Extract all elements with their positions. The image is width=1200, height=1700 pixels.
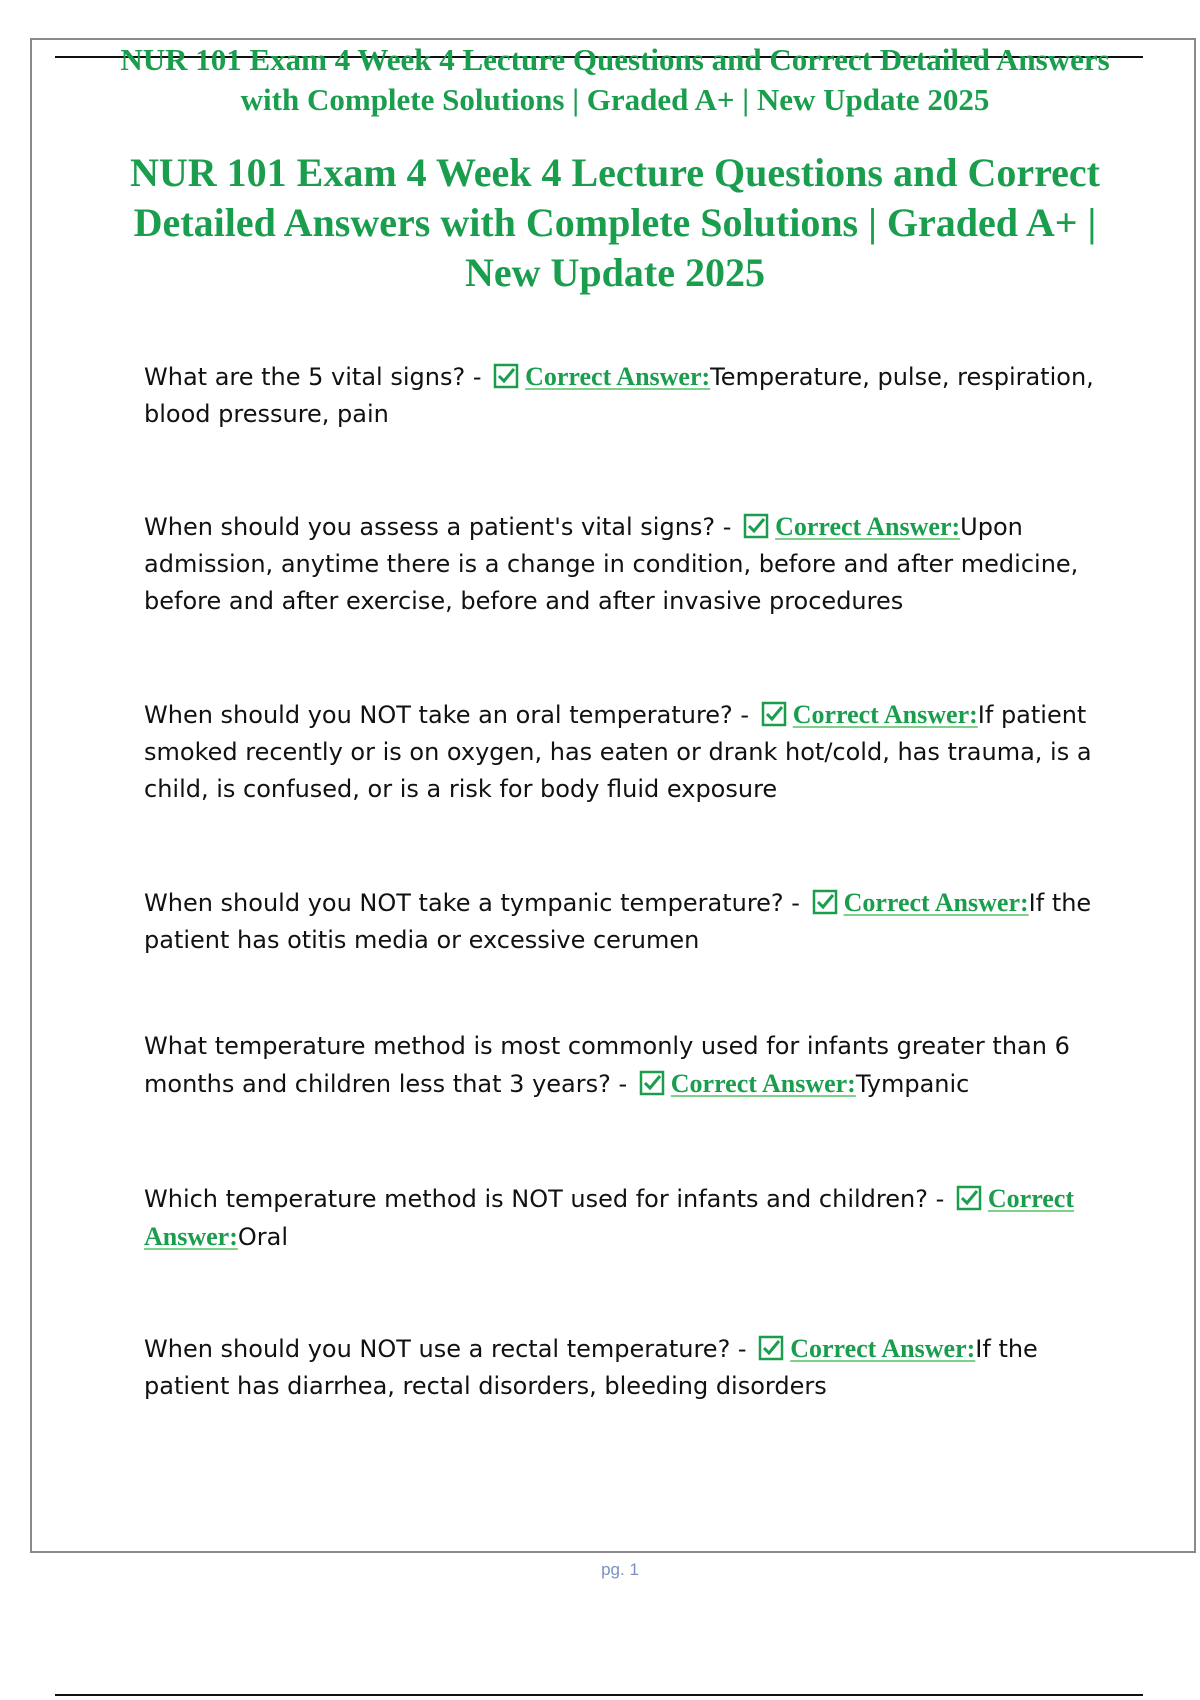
qa-item bbox=[144, 508, 1094, 620]
answer-text: If patient smoked recently or is on oxygen, has eaten or drank hot/cold, has trauma, is a child, is confused, or is a risk for body fluid exposure bbox=[144, 701, 1092, 803]
question-text: When should you NOT take an oral temperature? - bbox=[144, 701, 757, 729]
qa-item bbox=[144, 696, 1094, 808]
qa-item bbox=[144, 358, 1094, 433]
question-text: Which temperature method is NOT used for infants and children? - bbox=[144, 1185, 952, 1213]
correct-answer-label: Correct Answer: bbox=[775, 512, 961, 541]
footer-rule bbox=[55, 1694, 1143, 1696]
answer-text: If the patient has otitis media or excessive cerumen bbox=[144, 889, 1092, 954]
qa-item bbox=[144, 1180, 1094, 1256]
correct-answer-label: Correct Answer: bbox=[790, 1334, 976, 1363]
question-text: What are the 5 vital signs? - bbox=[144, 363, 490, 391]
correct-answer-label: Correct Answer: bbox=[843, 888, 1029, 917]
question-text: When should you NOT take a tympanic temperature? - bbox=[144, 889, 808, 917]
correct-answer-label: Correct Answer: bbox=[525, 362, 711, 391]
checkmark-icon bbox=[761, 701, 787, 727]
answer-text: Oral bbox=[237, 1223, 289, 1251]
correct-answer-label: Correct Answer: bbox=[670, 1069, 856, 1098]
question-text: What temperature method is most commonly used for infants greater than 6 months and children less that 3 years? - bbox=[144, 1032, 1070, 1098]
checkmark-icon bbox=[493, 363, 519, 389]
answer-text: If the patient has diarrhea, rectal disorders, bleeding disorders bbox=[144, 1335, 1038, 1400]
checkmark-icon bbox=[743, 513, 769, 539]
question-text: When should you NOT use a rectal temperature? - bbox=[144, 1335, 755, 1363]
qa-item bbox=[144, 1330, 1094, 1405]
document-title: NUR 101 Exam 4 Week 4 Lecture Questions and Correct Detailed Answers with Complete Solutions | Graded A+ | New Update 2025 bbox=[130, 150, 1100, 295]
correct-answer-label: Correct Answer: bbox=[792, 700, 978, 729]
answer-text: Temperature, pulse, respiration, blood pressure, pain bbox=[144, 363, 1094, 428]
checkmark-icon bbox=[758, 1335, 784, 1361]
answer-text: Tympanic bbox=[855, 1070, 970, 1098]
page-number: pg. 1 bbox=[601, 1560, 639, 1579]
qa-item bbox=[144, 1028, 1094, 1103]
correct-answer-label: Correct Answer: bbox=[144, 1184, 1074, 1251]
checkmark-icon bbox=[956, 1185, 982, 1211]
running-header: NUR 101 Exam 4 Week 4 Lecture Questions and Correct Detailed Answers with Complete Solutions | Graded A+ | New Update 2025 bbox=[120, 42, 1110, 117]
qa-item bbox=[144, 884, 1094, 959]
checkmark-icon bbox=[812, 889, 838, 915]
question-text: When should you assess a patient's vital signs? - bbox=[144, 513, 740, 541]
answer-text: Upon admission, anytime there is a change in condition, before and after medicine, before and after exercise, before and after invasive procedures bbox=[144, 513, 1079, 615]
checkmark-icon bbox=[639, 1070, 665, 1096]
